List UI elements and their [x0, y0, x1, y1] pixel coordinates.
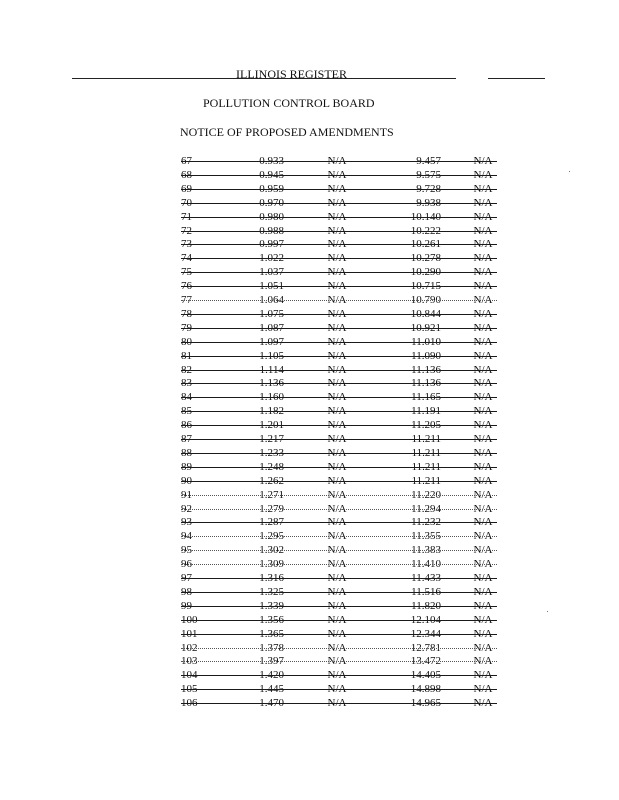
row-number: 96: [181, 558, 192, 571]
value-d: N/A: [473, 155, 493, 167]
value-a: 1.233: [259, 446, 284, 459]
value-d: N/A: [473, 377, 493, 390]
board-name: POLLUTION CONTROL BOARD: [203, 96, 375, 110]
row-number: 83: [181, 377, 192, 390]
value-c: 14.965: [410, 697, 441, 710]
value-b: N/A: [327, 168, 347, 181]
row-number: 90: [181, 474, 192, 487]
strikethrough-line: [181, 189, 497, 190]
row-number: 77: [181, 294, 192, 306]
row-number: 84: [181, 391, 192, 404]
value-d: N/A: [473, 238, 493, 251]
value-b: N/A: [327, 307, 347, 320]
row-number: 79: [181, 321, 192, 334]
table-row: [0, 293, 619, 307]
value-b: N/A: [327, 238, 347, 251]
table-row: [0, 196, 619, 210]
value-b: N/A: [327, 280, 347, 293]
value-a: 1.087: [259, 321, 284, 334]
strikethrough-line: [181, 606, 497, 607]
value-a: 1.262: [259, 474, 284, 487]
value-c: 9.575: [416, 168, 441, 181]
value-d: N/A: [473, 697, 493, 710]
row-number: 73: [181, 238, 192, 251]
value-d: N/A: [473, 419, 493, 432]
value-a: 0.980: [259, 210, 284, 223]
value-a: 1.339: [259, 599, 284, 612]
table-row: [0, 627, 619, 641]
strikethrough-line: [181, 356, 497, 357]
value-c: 11.211: [411, 460, 441, 473]
value-b: N/A: [327, 335, 347, 348]
value-b: N/A: [327, 349, 347, 362]
value-c: 11.433: [411, 572, 441, 584]
strikethrough-line: [181, 272, 497, 273]
table-row: [0, 474, 619, 488]
table-row: [0, 265, 619, 279]
value-b: N/A: [327, 697, 347, 710]
table-row: [0, 154, 619, 168]
strikethrough-line: [181, 509, 497, 510]
value-b: N/A: [327, 683, 347, 696]
strikethrough-line: [181, 661, 497, 662]
value-a: 1.295: [259, 530, 284, 543]
value-d: N/A: [473, 280, 493, 293]
value-a: 1.201: [259, 419, 284, 432]
value-d: N/A: [473, 558, 493, 571]
value-a: 1.064: [259, 294, 284, 306]
header-rule-right: [488, 78, 545, 79]
table-row: [0, 224, 619, 238]
row-number: 88: [181, 446, 192, 459]
value-c: 11.220: [411, 488, 441, 501]
strikethrough-line: [181, 370, 497, 371]
value-c: 12.104: [410, 613, 441, 626]
row-number: 101: [181, 627, 198, 640]
value-a: 1.217: [259, 433, 284, 445]
value-a: 1.316: [259, 572, 284, 584]
strikethrough-line: [181, 397, 497, 398]
table-row: [0, 641, 619, 655]
value-a: 1.114: [259, 363, 284, 376]
row-number: 86: [181, 419, 192, 432]
value-a: 0.959: [259, 182, 284, 195]
value-a: 1.097: [259, 335, 284, 348]
value-d: N/A: [473, 168, 493, 181]
value-b: N/A: [327, 502, 347, 515]
row-number: 74: [181, 252, 192, 265]
strikethrough-line: [181, 244, 497, 245]
value-a: 1.397: [259, 655, 284, 668]
row-number: 98: [181, 585, 192, 598]
table-row: [0, 460, 619, 474]
value-b: N/A: [327, 419, 347, 432]
row-number: 68: [181, 168, 192, 181]
value-b: N/A: [327, 377, 347, 390]
value-a: 1.105: [259, 349, 284, 362]
value-b: N/A: [327, 530, 347, 543]
scan-speck: [547, 611, 548, 612]
table-row: [0, 557, 619, 571]
value-c: 11.010: [411, 335, 441, 348]
value-d: N/A: [473, 572, 493, 584]
table-row: [0, 307, 619, 321]
value-c: 10.921: [410, 321, 441, 334]
value-c: 10.222: [410, 224, 441, 237]
value-c: 14.405: [410, 669, 441, 682]
value-c: 11.205: [411, 419, 441, 432]
value-b: N/A: [327, 599, 347, 612]
strikethrough-line: [181, 536, 497, 537]
value-a: 1.445: [259, 683, 284, 696]
value-c: 11.294: [411, 502, 441, 515]
value-d: N/A: [473, 307, 493, 320]
value-a: 1.248: [259, 460, 284, 473]
value-a: 1.160: [259, 391, 284, 404]
value-c: 10.844: [410, 307, 441, 320]
row-number: 94: [181, 530, 192, 543]
value-c: 10.278: [410, 252, 441, 265]
strikethrough-line: [181, 550, 497, 551]
strikethrough-line: [181, 425, 497, 426]
value-c: 11.383: [411, 544, 441, 557]
value-c: 12.781: [410, 641, 441, 654]
row-number: 95: [181, 544, 192, 557]
value-b: N/A: [327, 572, 347, 584]
table-row: [0, 363, 619, 377]
value-a: 0.997: [259, 238, 284, 251]
strikethrough-line: [181, 675, 497, 676]
table-row: [0, 682, 619, 696]
value-b: N/A: [327, 669, 347, 682]
value-c: 13.472: [410, 655, 441, 668]
table-row: [0, 321, 619, 335]
value-a: 1.309: [259, 558, 284, 571]
value-c: 9.728: [416, 182, 441, 195]
row-number: 80: [181, 335, 192, 348]
table-row: [0, 488, 619, 502]
value-b: N/A: [327, 433, 347, 445]
value-c: 10.290: [410, 266, 441, 279]
table-row: [0, 529, 619, 543]
row-number: 70: [181, 196, 192, 209]
value-a: 1.051: [259, 280, 284, 293]
value-c: 11.191: [411, 405, 441, 418]
value-c: 11.211: [411, 433, 441, 445]
table-row: [0, 571, 619, 585]
strikethrough-line: [181, 634, 497, 635]
value-a: 1.271: [259, 488, 284, 501]
table-row: [0, 613, 619, 627]
value-d: N/A: [473, 252, 493, 265]
row-number: 105: [181, 683, 198, 696]
value-b: N/A: [327, 585, 347, 598]
value-d: N/A: [473, 599, 493, 612]
strikethrough-line: [181, 203, 497, 204]
table-row: [0, 390, 619, 404]
value-d: N/A: [473, 182, 493, 195]
table-row: [0, 182, 619, 196]
strikethrough-line: [181, 258, 497, 259]
value-d: N/A: [473, 363, 493, 376]
value-c: 11.516: [411, 585, 441, 598]
row-number: 71: [181, 210, 192, 223]
strikethrough-line: [181, 467, 497, 468]
value-d: N/A: [473, 405, 493, 418]
table-row: [0, 599, 619, 613]
row-number: 72: [181, 224, 192, 237]
value-a: 1.279: [259, 502, 284, 515]
table-row: [0, 210, 619, 224]
strikethrough-line: [181, 564, 497, 565]
strikethrough-line: [181, 689, 497, 690]
strikethrough-line: [181, 439, 497, 440]
value-a: 1.365: [259, 627, 284, 640]
value-c: 11.355: [411, 530, 441, 543]
value-d: N/A: [473, 683, 493, 696]
value-c: 11.136: [411, 377, 441, 390]
strikethrough-line: [181, 314, 497, 315]
value-a: 1.356: [259, 613, 284, 626]
row-number: 106: [181, 697, 198, 710]
register-title-text: ILLINOIS REGISTER: [236, 67, 347, 81]
row-number: 89: [181, 460, 192, 473]
value-a: 0.970: [259, 196, 284, 209]
value-c: 11.820: [411, 599, 441, 612]
value-b: N/A: [327, 210, 347, 223]
strikethrough-line: [181, 453, 497, 454]
value-a: 1.302: [259, 544, 284, 557]
value-c: 11.211: [411, 474, 441, 487]
row-number: 92: [181, 502, 192, 515]
value-c: 9.457: [416, 155, 441, 167]
value-d: N/A: [473, 474, 493, 487]
value-c: 10.140: [410, 210, 441, 223]
value-d: N/A: [473, 321, 493, 334]
value-b: N/A: [327, 252, 347, 265]
value-d: N/A: [473, 433, 493, 445]
value-d: N/A: [473, 224, 493, 237]
strikethrough-line: [181, 328, 497, 329]
table-row: [0, 585, 619, 599]
value-b: N/A: [327, 460, 347, 473]
row-number: 100: [181, 613, 198, 626]
strikethrough-line: [181, 481, 497, 482]
strikethrough-line: [181, 495, 497, 496]
value-b: N/A: [327, 182, 347, 195]
row-number: 97: [181, 572, 192, 584]
notice-title: NOTICE OF PROPOSED AMENDMENTS: [180, 125, 394, 139]
table-row: [0, 335, 619, 349]
value-a: 0.933: [259, 155, 284, 167]
row-number: 69: [181, 182, 192, 195]
strikethrough-line: [181, 578, 497, 579]
strikethrough-line: [181, 592, 497, 593]
strikethrough-line: [181, 648, 497, 649]
table-row: [0, 432, 619, 446]
value-d: N/A: [473, 655, 493, 668]
value-a: 1.037: [259, 266, 284, 279]
value-d: N/A: [473, 627, 493, 640]
table-row: [0, 654, 619, 668]
strikethrough-line: [181, 231, 497, 232]
value-c: 12.344: [410, 627, 441, 640]
table-row: [0, 446, 619, 460]
value-c: 11.410: [411, 558, 441, 571]
value-d: N/A: [473, 391, 493, 404]
value-a: 1.022: [259, 252, 284, 265]
value-a: 1.287: [259, 516, 284, 529]
row-number: 87: [181, 433, 192, 445]
value-a: 1.378: [259, 641, 284, 654]
value-a: 1.136: [259, 377, 284, 390]
value-c: 11.232: [411, 516, 441, 529]
value-b: N/A: [327, 627, 347, 640]
table-row: [0, 668, 619, 682]
strikethrough-line: [181, 411, 497, 412]
strikethrough-line: [181, 300, 497, 301]
value-a: 1.420: [259, 669, 284, 682]
value-b: N/A: [327, 558, 347, 571]
table-row: [0, 418, 619, 432]
value-d: N/A: [473, 544, 493, 557]
value-b: N/A: [327, 544, 347, 557]
row-number: 91: [181, 488, 192, 501]
value-c: 9.938: [416, 196, 441, 209]
row-number: 82: [181, 363, 192, 376]
value-c: 11.165: [411, 391, 441, 404]
value-b: N/A: [327, 196, 347, 209]
value-c: 11.090: [411, 349, 441, 362]
value-d: N/A: [473, 294, 493, 306]
value-c: 14.898: [410, 683, 441, 696]
strikethrough-line: [181, 522, 497, 523]
value-c: 11.136: [411, 363, 441, 376]
value-a: 0.945: [259, 168, 284, 181]
value-a: 1.470: [259, 697, 284, 710]
table-row: [0, 543, 619, 557]
value-b: N/A: [327, 363, 347, 376]
row-number: 78: [181, 307, 192, 320]
row-number: 81: [181, 349, 192, 362]
value-b: N/A: [327, 655, 347, 668]
table-row: [0, 251, 619, 265]
value-b: N/A: [327, 488, 347, 501]
value-d: N/A: [473, 585, 493, 598]
value-d: N/A: [473, 669, 493, 682]
table-row: [0, 376, 619, 390]
table-row: [0, 237, 619, 251]
value-b: N/A: [327, 321, 347, 334]
value-d: N/A: [473, 196, 493, 209]
table-row: [0, 404, 619, 418]
value-d: N/A: [473, 460, 493, 473]
strikethrough-line: [181, 217, 497, 218]
value-d: N/A: [473, 488, 493, 501]
value-b: N/A: [327, 474, 347, 487]
strikethrough-line: [181, 342, 497, 343]
value-b: N/A: [327, 155, 347, 167]
value-b: N/A: [327, 446, 347, 459]
value-b: N/A: [327, 516, 347, 529]
strikethrough-line: [181, 620, 497, 621]
strikethrough-line: [181, 161, 497, 162]
value-d: N/A: [473, 530, 493, 543]
row-number: 67: [181, 155, 192, 167]
row-number: 102: [181, 641, 198, 654]
table-row: [0, 168, 619, 182]
row-number: 76: [181, 280, 192, 293]
strikethrough-line: [181, 383, 497, 384]
value-d: N/A: [473, 335, 493, 348]
value-d: N/A: [473, 349, 493, 362]
value-d: N/A: [473, 641, 493, 654]
value-d: N/A: [473, 210, 493, 223]
value-b: N/A: [327, 224, 347, 237]
value-b: N/A: [327, 266, 347, 279]
strikethrough-line: [181, 703, 497, 704]
table-row: [0, 515, 619, 529]
scan-speck: [569, 171, 570, 172]
table-row: [0, 502, 619, 516]
value-d: N/A: [473, 266, 493, 279]
row-number: 93: [181, 516, 192, 529]
row-number: 75: [181, 266, 192, 279]
table-row: [0, 279, 619, 293]
value-a: 1.182: [259, 405, 284, 418]
value-b: N/A: [327, 613, 347, 626]
row-number: 85: [181, 405, 192, 418]
value-c: 10.261: [410, 238, 441, 251]
value-c: 11.211: [411, 446, 441, 459]
value-a: 1.075: [259, 307, 284, 320]
value-b: N/A: [327, 294, 347, 306]
value-c: 10.715: [410, 280, 441, 293]
table-row: [0, 696, 619, 710]
value-b: N/A: [327, 391, 347, 404]
row-number: 103: [181, 655, 198, 668]
value-c: 10.790: [410, 294, 441, 306]
value-b: N/A: [327, 405, 347, 418]
value-d: N/A: [473, 446, 493, 459]
strikethrough-line: [181, 175, 497, 176]
table-row: [0, 349, 619, 363]
strikethrough-line: [181, 286, 497, 287]
row-number: 104: [181, 669, 198, 682]
row-number: 99: [181, 599, 192, 612]
value-b: N/A: [327, 641, 347, 654]
value-a: 0.988: [259, 224, 284, 237]
value-d: N/A: [473, 516, 493, 529]
value-d: N/A: [473, 502, 493, 515]
value-a: 1.325: [259, 585, 284, 598]
value-d: N/A: [473, 613, 493, 626]
